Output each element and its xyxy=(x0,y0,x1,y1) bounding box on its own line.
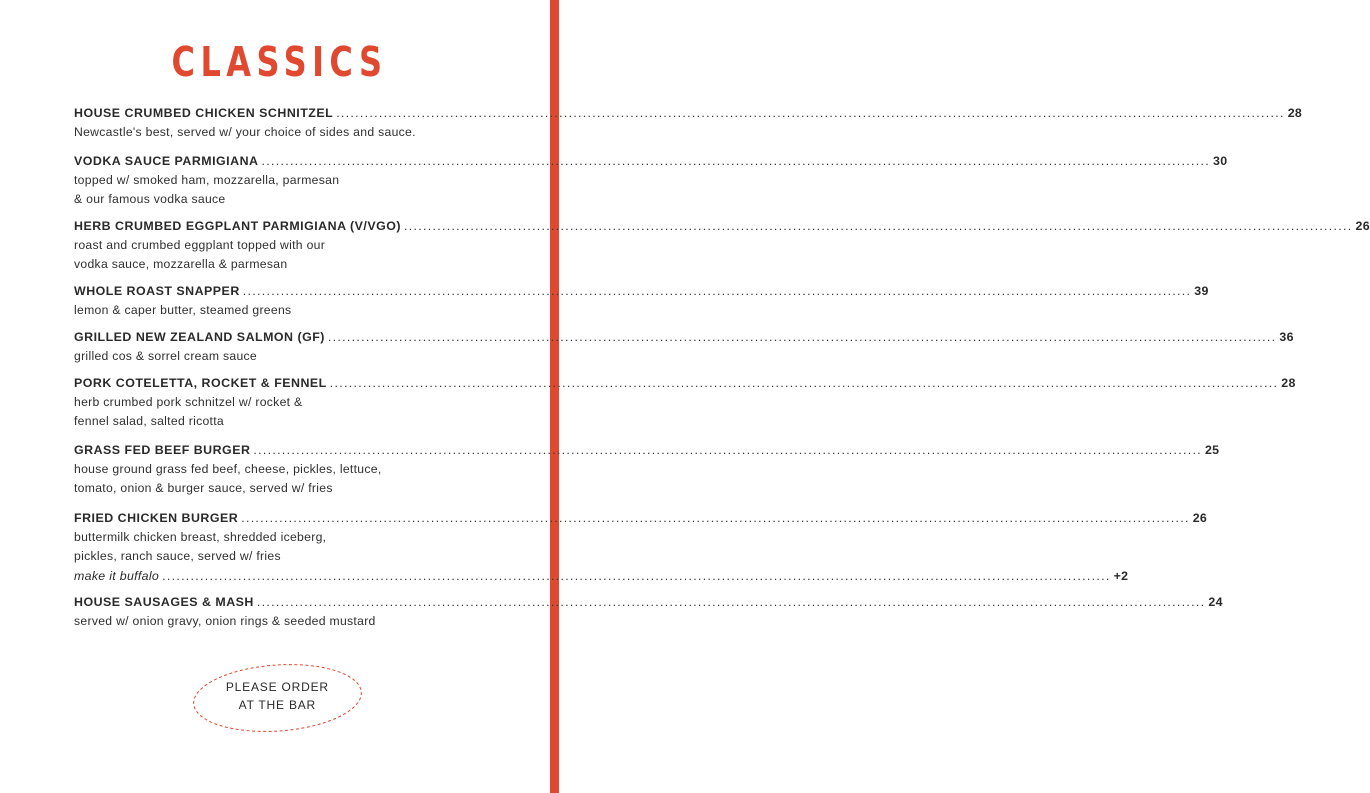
leader-dots: ........................................................................................................................................................................................................ xyxy=(336,106,1285,120)
leader-dots: ........................................................................................................................................................................................................ xyxy=(327,330,1277,344)
item-description: lemon & caper butter, steamed greens xyxy=(74,303,292,317)
extra-option-name: make it buffalo xyxy=(74,568,160,583)
item-name: GRILLED NEW ZEALAND SALMON (GF) xyxy=(74,330,325,344)
item-price: 28 xyxy=(1281,376,1296,390)
item-description: buttermilk chicken breast, shredded iceberg, xyxy=(74,530,327,544)
item-description: served w/ onion gravy, onion rings & seeded mustard xyxy=(74,614,376,628)
menu-title: CLASSICS xyxy=(171,38,388,86)
menu-item xyxy=(74,374,1296,432)
order-note xyxy=(191,678,364,714)
menu-item xyxy=(74,593,1223,631)
item-description: tomato, onion & burger sauce, served w/ fries xyxy=(74,481,333,496)
menu-item xyxy=(74,152,1228,210)
leader-dots: ........................................................................................................................................................................................................ xyxy=(242,284,1192,298)
item-price: 36 xyxy=(1279,330,1294,344)
item-description: house ground grass fed beef, cheese, pickles, lettuce, xyxy=(74,462,382,476)
item-description: pickles, ranch sauce, served w/ fries xyxy=(74,549,281,564)
menu-item xyxy=(74,509,1208,586)
order-note-line: PLEASE ORDER xyxy=(225,680,329,695)
menu-item xyxy=(74,328,1294,366)
leader-dots: ........................................................................................................................................................................................................ xyxy=(162,568,1111,583)
item-name: WHOLE ROAST SNAPPER xyxy=(74,284,240,298)
leader-dots: ........................................................................................................................................................................................................ xyxy=(261,154,1210,168)
item-description: grilled cos & sorrel cream sauce xyxy=(74,349,257,363)
item-description: vodka sauce, mozzarella & parmesan xyxy=(74,257,288,272)
order-note-line: AT THE BAR xyxy=(238,698,317,713)
menu-item xyxy=(74,282,1209,320)
item-description: & our famous vodka sauce xyxy=(74,192,226,207)
menu-item xyxy=(74,104,1303,142)
item-description: topped w/ smoked ham, mozzarella, parmesan xyxy=(74,173,340,187)
item-name: VODKA SAUCE PARMIGIANA xyxy=(74,154,259,168)
item-description: roast and crumbed eggplant topped with our xyxy=(74,238,326,252)
item-name: HOUSE CRUMBED CHICKEN SCHNITZEL xyxy=(74,106,334,120)
item-description: herb crumbed pork schnitzel w/ rocket & xyxy=(74,395,303,409)
item-description: Newcastle's best, served w/ your choice of sides and sauce. xyxy=(74,125,416,139)
leader-dots: ........................................................................................................................................................................................................ xyxy=(256,595,1206,609)
item-price: 26 xyxy=(1355,219,1370,233)
leader-dots: ........................................................................................................................................................................................................ xyxy=(241,511,1190,525)
order-at-bar-badge xyxy=(189,656,367,740)
menu-item xyxy=(74,441,1220,499)
extra-option-price: +2 xyxy=(1113,568,1129,583)
leader-dots: ........................................................................................................................................................................................................ xyxy=(404,219,1353,233)
item-name: PORK COTELETTA, ROCKET & FENNEL xyxy=(74,376,327,390)
item-name: FRIED CHICKEN BURGER xyxy=(74,511,239,525)
item-description: fennel salad, salted ricotta xyxy=(74,414,224,429)
item-price: 39 xyxy=(1194,284,1209,298)
item-price: 26 xyxy=(1192,511,1208,525)
item-price: 24 xyxy=(1208,595,1223,609)
leader-dots: ........................................................................................................................................................................................................ xyxy=(253,443,1202,457)
item-name: GRASS FED BEEF BURGER xyxy=(74,443,251,457)
leader-dots: ........................................................................................................................................................................................................ xyxy=(329,376,1279,390)
item-price: 25 xyxy=(1204,443,1220,457)
item-name: HERB CRUMBED EGGPLANT PARMIGIANA (V/VGO) xyxy=(74,219,402,233)
item-price: 28 xyxy=(1287,106,1303,120)
item-name: HOUSE SAUSAGES & MASH xyxy=(74,595,254,609)
item-price: 30 xyxy=(1213,154,1228,168)
menu-item xyxy=(74,217,1370,275)
